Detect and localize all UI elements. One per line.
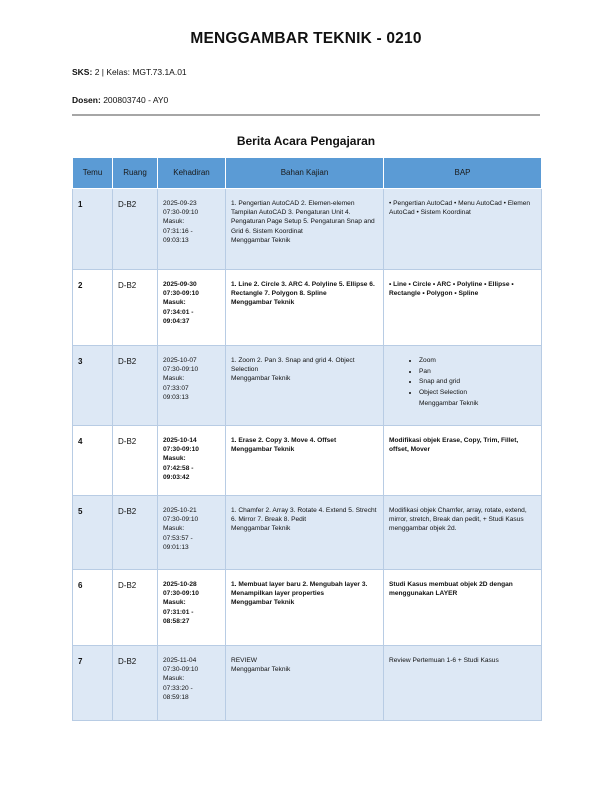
cell-ruang: D-B2 — [113, 189, 158, 270]
column-header-bahan-kajian: Bahan Kajian — [226, 158, 384, 189]
bap-bullet-list — [389, 356, 536, 397]
column-header-temu: Temu — [73, 158, 113, 189]
cell-bap: Studi Kasus membuat objek 2D dengan menggunakan LAYER — [384, 570, 542, 646]
cell-bahan-kajian: REVIEW Menggambar Teknik — [226, 646, 384, 721]
cell-ruang: D-B2 — [113, 426, 158, 496]
cell-kehadiran: 2025-10-28 07:30-09:10 Masuk: 07:31:01 - 08:58:27 — [158, 570, 226, 646]
header-divider — [72, 114, 540, 116]
cell-bahan-kajian: 1. Pengertian AutoCAD 2. Elemen-elemen Tampilan AutoCAD 3. Pengaturan Unit 4. Pengaturan Page Setup 5. Pengaturan Snap and Grid 6. Sistem Koordinat Menggambar Teknik — [226, 189, 384, 270]
table-row — [73, 426, 542, 496]
cell-bap: Modifikasi objek Erase, Copy, Trim, Fillet, offset, Mover — [384, 426, 542, 496]
bap-list-trailer: Menggambar Teknik — [419, 399, 479, 407]
column-header-ruang: Ruang — [113, 158, 158, 189]
bap-list-item: • Snap and grid — [419, 377, 536, 386]
cell-kehadiran: 2025-09-30 07:30-09:10 Masuk: 07:34:01 - 09:04:37 — [158, 270, 226, 346]
cell-kehadiran: 2025-09-23 07:30-09:10 Masuk: 07:31:16 - 09:03:13 — [158, 189, 226, 270]
cell-kehadiran: 2025-10-14 07:30-09:10 Masuk: 07:42:58 - 09:03:42 — [158, 426, 226, 496]
cell-bap: • Pengertian AutoCad • Menu AutoCad • Elemen AutoCad • Sistem Koordinat — [384, 189, 542, 270]
table-row — [73, 646, 542, 721]
bap-list-item: • Object Selection — [419, 388, 536, 397]
table-row — [73, 346, 542, 426]
cell-bahan-kajian: 1. Erase 2. Copy 3. Move 4. Offset Menggambar Teknik — [226, 426, 384, 496]
cell-temu: 3 — [73, 346, 113, 426]
teaching-report-table — [72, 157, 542, 721]
cell-bahan-kajian: 1. Zoom 2. Pan 3. Snap and grid 4. Object Selection Menggambar Teknik — [226, 346, 384, 426]
cell-bahan-kajian: 1. Membuat layer baru 2. Mengubah layer 3. Menampilkan layer properties Menggambar Teknik — [226, 570, 384, 646]
dosen-line — [72, 95, 168, 105]
cell-bahan-kajian: 1. Chamfer 2. Array 3. Rotate 4. Extend 5. Strecht 6. Mirror 7. Break 8. Pedit Menggambar Teknik — [226, 496, 384, 570]
cell-ruang: D-B2 — [113, 270, 158, 346]
bap-list-item: • Zoom — [419, 356, 536, 365]
section-title: Berita Acara Pengajaran — [236, 134, 376, 148]
cell-kehadiran: 2025-11-04 07:30-09:10 Masuk: 07:33:20 - 08:59:18 — [158, 646, 226, 721]
cell-temu: 2 — [73, 270, 113, 346]
column-header-kehadiran: Kehadiran — [158, 158, 226, 189]
cell-temu: 6 — [73, 570, 113, 646]
sks-kelas-line — [72, 67, 187, 77]
table-row — [73, 189, 542, 270]
cell-ruang: D-B2 — [113, 496, 158, 570]
dosen-value: 200803740 - AY0 — [103, 95, 169, 105]
table-row — [73, 270, 542, 346]
cell-temu: 7 — [73, 646, 113, 721]
bap-list-item: • Pan — [419, 367, 536, 376]
cell-bap: Review Pertemuan 1-6 + Studi Kasus — [384, 646, 542, 721]
cell-ruang: D-B2 — [113, 570, 158, 646]
column-header-bap: BAP — [384, 158, 542, 189]
cell-bap: • Line • Circle • ARC • Polyline • Ellipse • Rectangle • Polygon • Spline — [384, 270, 542, 346]
page-title: MENGGAMBAR TEKNIK - 0210 — [190, 30, 422, 47]
cell-bap: Modifikasi objek Chamfer, array, rotate, extend, mirror, stretch, Break dan pedit, + Studi Kasus menggambar objek 2d. — [384, 496, 542, 570]
sks-label: SKS: — [72, 67, 93, 77]
table-row — [73, 496, 542, 570]
cell-kehadiran: 2025-10-07 07:30-09:10 Masuk: 07:33:07 09:03:13 — [158, 346, 226, 426]
cell-bap — [384, 346, 542, 426]
table-row — [73, 570, 542, 646]
cell-temu: 5 — [73, 496, 113, 570]
dosen-label: Dosen: — [72, 95, 101, 105]
table-header-row — [73, 158, 542, 189]
cell-kehadiran: 2025-10-21 07:30-09:10 Masuk: 07:53:57 - 09:01:13 — [158, 496, 226, 570]
cell-ruang: D-B2 — [113, 646, 158, 721]
sks-kelas-value: 2 | Kelas: MGT.73.1A.01 — [94, 67, 187, 77]
cell-ruang: D-B2 — [113, 346, 158, 426]
cell-temu: 4 — [73, 426, 113, 496]
cell-temu: 1 — [73, 189, 113, 270]
cell-bahan-kajian: 1. Line 2. Circle 3. ARC 4. Polyline 5. Ellipse 6. Rectangle 7. Polygon 8. Spline Menggambar Teknik — [226, 270, 384, 346]
